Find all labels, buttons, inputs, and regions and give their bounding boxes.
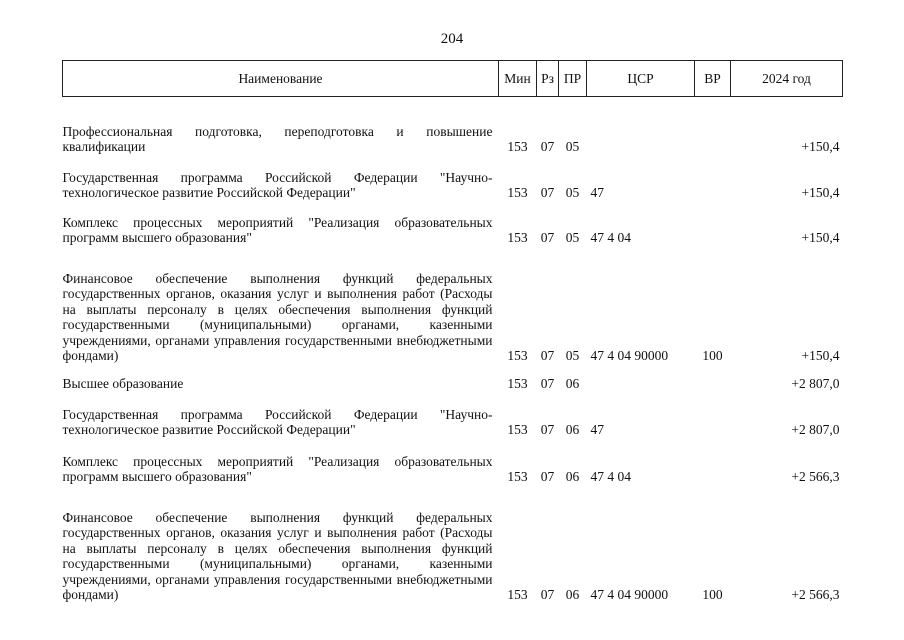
row-name: Государственная программа Российской Федерации "Научно-технологическое развитие Российской Федерации" — [62, 169, 493, 200]
row-csr: 47 4 04 90000 — [590, 587, 669, 602]
row-amount: +150,4 — [801, 139, 840, 154]
row-csr: 47 — [590, 185, 604, 200]
row-amount: +2 807,0 — [791, 376, 840, 391]
row-min: 153 — [507, 139, 528, 154]
header-pr: ПР — [559, 61, 587, 97]
row-pr: 05 — [565, 185, 580, 200]
row-amount: +2 566,3 — [791, 469, 840, 484]
header-min: Мин — [499, 61, 537, 97]
row-vr — [695, 364, 731, 392]
row-csr: 47 4 04 — [590, 230, 631, 245]
row-min: 153 — [507, 348, 528, 363]
row-min: 153 — [507, 376, 528, 391]
row-amount: +150,4 — [801, 185, 840, 200]
row-csr: 47 — [590, 422, 604, 437]
table-header-row — [63, 61, 843, 97]
page-number: 204 — [440, 31, 464, 47]
row-csr: 47 4 04 — [590, 469, 631, 484]
row-vr — [695, 97, 731, 155]
table-row — [63, 364, 843, 392]
header-rz: Рз — [537, 61, 559, 97]
row-name: Финансовое обеспечение выполнения функций федеральных государственных органов, оказания услуг и выполнения работ (Расходы на выплаты персоналу в целях обеспечения выполнения функций государственными (муниципальными) органами, казенными учреждениями, органами управления государственными внебюджетными фондами) — [62, 509, 493, 602]
table-row — [63, 438, 843, 485]
table-row — [63, 392, 843, 438]
row-rz: 07 — [540, 587, 555, 602]
row-amount: +2 807,0 — [791, 422, 840, 437]
row-rz: 07 — [540, 376, 555, 391]
row-rz: 07 — [540, 348, 555, 363]
row-csr — [587, 364, 695, 392]
row-min: 153 — [507, 230, 528, 245]
row-min: 153 — [507, 587, 528, 602]
row-vr: 100 — [702, 348, 723, 363]
row-pr: 06 — [565, 376, 580, 391]
row-name: Комплекс процессных мероприятий "Реализация образовательных программ высшего образования" — [62, 453, 493, 484]
row-rz: 07 — [540, 422, 555, 437]
row-pr: 06 — [565, 469, 580, 484]
header-vr: ВР — [695, 61, 731, 97]
table-row — [63, 97, 843, 155]
row-amount: +2 566,3 — [791, 587, 840, 602]
row-name: Профессиональная подготовка, переподготовка и повышение квалификации — [62, 123, 493, 154]
row-min: 153 — [507, 469, 528, 484]
row-vr — [695, 201, 731, 246]
row-rz: 07 — [540, 139, 555, 154]
row-pr: 05 — [565, 348, 580, 363]
row-min: 153 — [507, 422, 528, 437]
header-year: 2024 год — [731, 61, 843, 97]
row-rz: 07 — [540, 185, 555, 200]
row-name: Финансовое обеспечение выполнения функций федеральных государственных органов, оказания услуг и выполнения работ (Расходы на выплаты персоналу в целях обеспечения выполнения функций государственными (муниципальными) органами, казенными учреждениями, органами управления государственными внебюджетными фондами) — [62, 270, 493, 363]
row-name: Государственная программа Российской Федерации "Научно-технологическое развитие Российской Федерации" — [62, 406, 493, 437]
row-rz: 07 — [540, 469, 555, 484]
header-csr: ЦСР — [587, 61, 695, 97]
header-name: Наименование — [63, 61, 499, 97]
row-name: Комплекс процессных мероприятий "Реализация образовательных программ высшего образования" — [62, 214, 493, 245]
table-row — [63, 485, 843, 603]
table-row — [63, 155, 843, 201]
row-rz: 07 — [540, 230, 555, 245]
row-pr: 06 — [565, 587, 580, 602]
row-pr: 06 — [565, 422, 580, 437]
row-vr — [695, 392, 731, 438]
row-vr — [695, 155, 731, 201]
row-csr — [587, 97, 695, 155]
row-vr — [695, 438, 731, 485]
row-pr: 05 — [565, 230, 580, 245]
row-min: 153 — [507, 185, 528, 200]
row-csr: 47 4 04 90000 — [590, 348, 669, 363]
row-amount: +150,4 — [801, 348, 840, 363]
row-amount: +150,4 — [801, 230, 840, 245]
row-name: Высшее образование — [62, 376, 184, 391]
row-vr: 100 — [702, 587, 723, 602]
table-row — [63, 246, 843, 364]
budget-table — [62, 60, 843, 603]
row-pr: 05 — [565, 139, 580, 154]
table-row — [63, 201, 843, 246]
